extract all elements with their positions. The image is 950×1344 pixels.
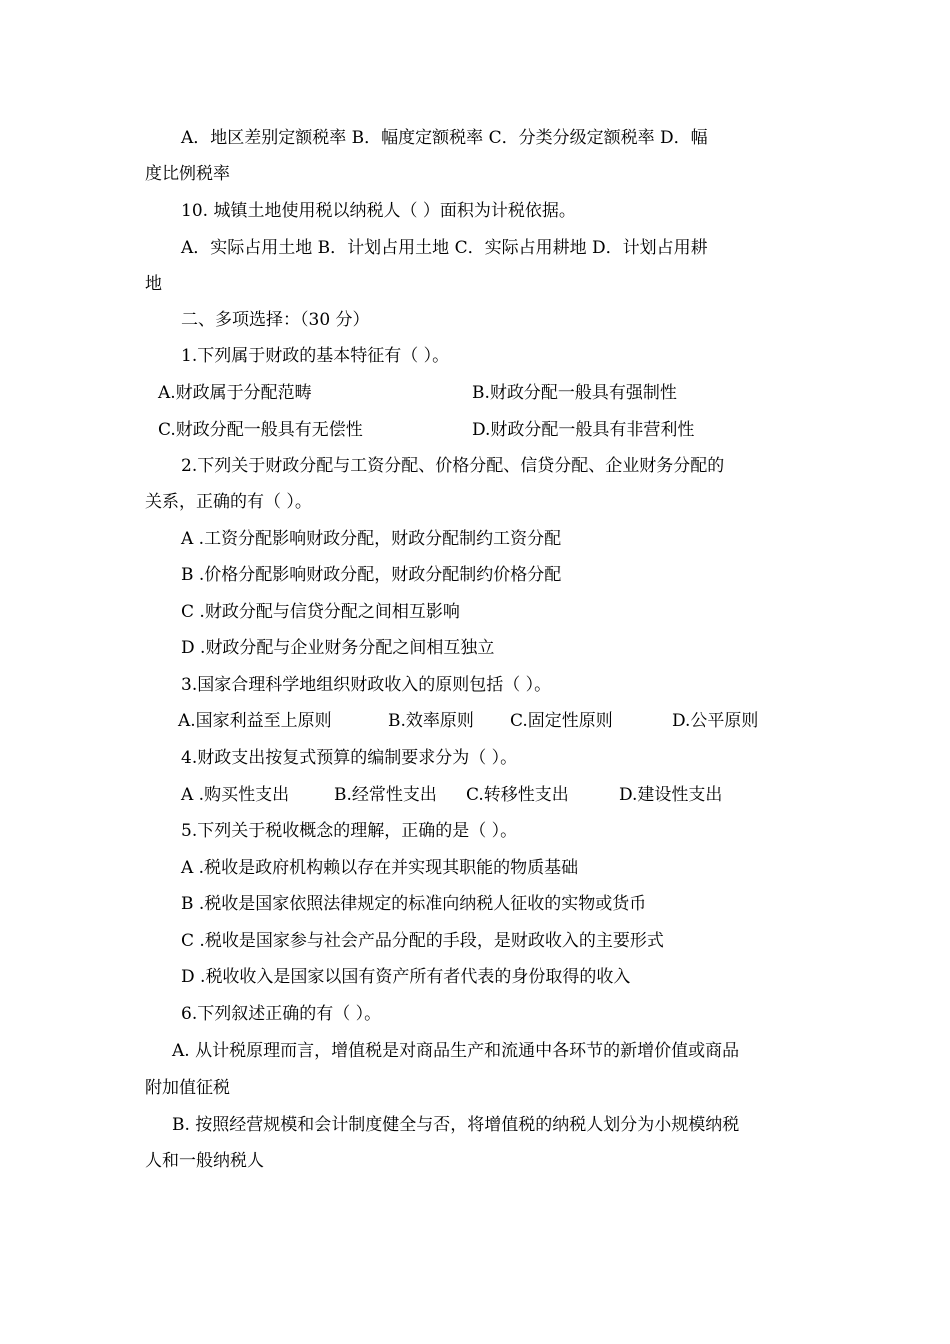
mq4-options-row	[0, 783, 950, 807]
mq2-stem-line1: 2.下列关于财政分配与工资分配、价格分配、信贷分配、企业财务分配的	[181, 456, 725, 476]
mq3-option-c: C.固定性原则	[510, 711, 613, 731]
mq3-option-b: B.效率原则	[388, 711, 474, 731]
mq1-option-c: C.财政分配一般具有无偿性	[158, 420, 363, 440]
mq4-option-d: D.建设性支出	[619, 785, 723, 805]
q10-options-line2: 地	[145, 274, 162, 294]
mq4-stem: 4.财政支出按复式预算的编制要求分为（ ）。	[181, 748, 518, 768]
mq1-stem: 1.下列属于财政的基本特征有（ ）。	[181, 346, 450, 366]
mq5-option-d: D .税收收入是国家以国有资产所有者代表的身份取得的收入	[181, 967, 631, 987]
mq2-option-a: A .工资分配影响财政分配，财政分配制约工资分配	[181, 529, 562, 549]
mq2-option-b: B .价格分配影响财政分配，财政分配制约价格分配	[181, 565, 562, 585]
mq2-option-c: C .财政分配与信贷分配之间相互影响	[181, 602, 460, 622]
mq2-option-d: D .财政分配与企业财务分配之间相互独立	[181, 638, 495, 658]
q9-options-line1: A．地区差别定额税率 B．幅度定额税率 C．分类分级定额税率 D．幅	[181, 128, 708, 148]
mq5-stem: 5.下列关于税收概念的理解，正确的是（ ）。	[181, 821, 518, 841]
mq4-option-b: B.经常性支出	[334, 785, 437, 805]
mq3-stem: 3.国家合理科学地组织财政收入的原则包括（ ）。	[181, 675, 552, 695]
section-heading: 二、多项选择：（30 分）	[181, 310, 370, 330]
mq6-option-a-line1: A. 从计税原理而言，增值税是对商品生产和流通中各环节的新增价值或商品	[172, 1041, 740, 1061]
mq4-option-a: A .购买性支出	[181, 785, 290, 805]
mq1-option-d: D.财政分配一般具有非营利性	[472, 420, 695, 440]
q10-stem: 10. 城镇土地使用税以纳税人（ ）面积为计税依据。	[181, 201, 576, 221]
mq1-options-row1	[0, 381, 950, 405]
mq5-option-c: C .税收是国家参与社会产品分配的手段，是财政收入的主要形式	[181, 931, 664, 951]
q9-options-line2: 度比例税率	[145, 164, 230, 184]
mq6-option-a-line2: 附加值征税	[145, 1078, 230, 1098]
mq1-options-row2	[0, 418, 950, 442]
mq6-stem: 6.下列叙述正确的有（ ）。	[181, 1004, 382, 1024]
mq5-option-a: A .税收是政府机构赖以存在并实现其职能的物质基础	[181, 858, 579, 878]
mq2-stem-line2: 关系，正确的有（ ）。	[145, 492, 312, 512]
mq3-option-a: A.国家利益至上原则	[178, 711, 332, 731]
mq6-option-b-line1: B. 按照经营规模和会计制度健全与否，将增值税的纳税人划分为小规模纳税	[172, 1115, 740, 1135]
mq1-option-b: B.财政分配一般具有强制性	[472, 383, 677, 403]
mq3-option-d: D.公平原则	[672, 711, 759, 731]
mq4-option-c: C.转移性支出	[466, 785, 569, 805]
mq6-option-b-line2: 人和一般纳税人	[145, 1151, 264, 1171]
mq3-options-row	[0, 709, 950, 733]
mq1-option-a: A.财政属于分配范畴	[158, 383, 312, 403]
q10-options-line1: A．实际占用土地 B．计划占用土地 C．实际占用耕地 D．计划占用耕	[181, 238, 708, 258]
mq5-option-b: B .税收是国家依照法律规定的标准向纳税人征收的实物或货币	[181, 894, 647, 914]
